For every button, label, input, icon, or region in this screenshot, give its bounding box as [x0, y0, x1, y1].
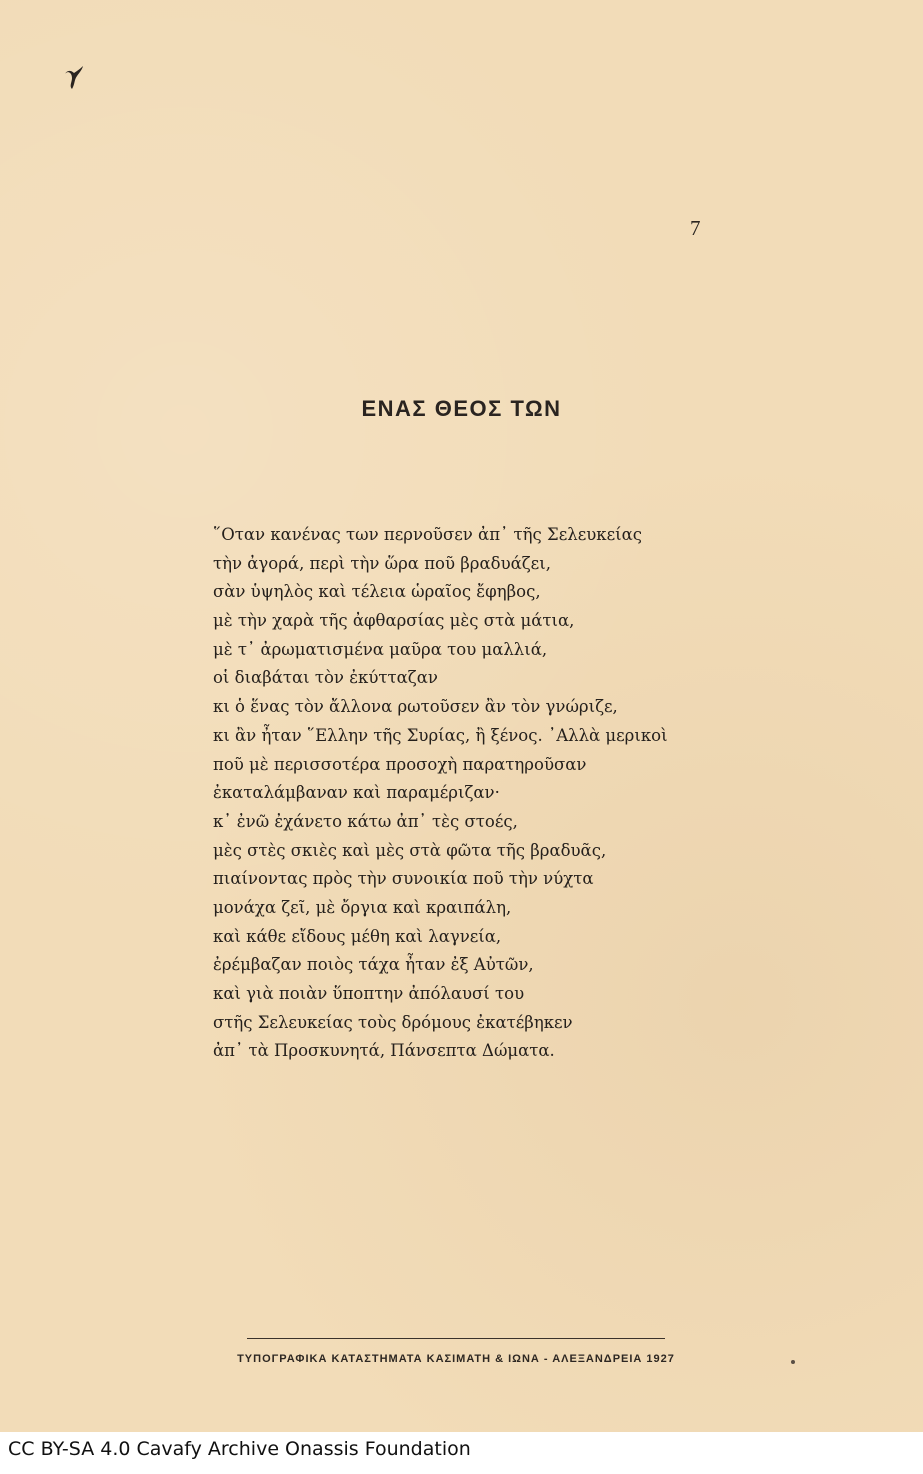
imprint-divider: [247, 1338, 665, 1339]
paper-speck: [791, 1360, 795, 1364]
poem-line: οἱ διαβάται τὸν ἐκύτταζαν: [213, 668, 438, 688]
license-credit: CC BY-SA 4.0 Cavafy Archive Onassis Foundation: [8, 1438, 471, 1460]
poem-line: κι ὁ ἕνας τὸν ἄλλονα ρωτοῦσεν ἂν τὸν γνώριζε,: [213, 697, 618, 717]
poem-line: μὲ τ᾿ ἀρωματισμένα μαῦρα του μαλλιά,: [213, 639, 548, 659]
poem-line: μονάχα ζεῖ, μὲ ὄργια καὶ κραιπάλη,: [213, 897, 512, 917]
ink-mark-icon: [62, 64, 84, 90]
poem-line: ἐκαταλάμβαναν καὶ παραμέριζαν·: [213, 783, 500, 803]
poem-line: ἀπ᾿ τὰ Προσκυνητά, Πάνσεπτα Δώματα.: [213, 1041, 555, 1061]
page-number: 7: [690, 216, 701, 240]
poem-line: ποῦ μὲ περισσοτέρα προσοχὴ παρατηροῦσαν: [213, 754, 587, 774]
poem-line: ῞Οταν κανένας των περνοῦσεν ἀπ᾿ τῆς Σελευκείας: [213, 525, 642, 544]
poem-line: σὰν ὑψηλὸς καὶ τέλεια ὡραῖος ἔφηβος,: [213, 582, 541, 602]
printer-imprint: ΤΥΠΟΓΡΑΦΙΚΑ ΚΑΤΑΣΤΗΜΑΤΑ ΚΑΣΙΜΑΤΗ & ΙΩΝΑ - ΑΛΕΞΑΝΔΡΕΙΑ 1927: [237, 1353, 675, 1365]
poem-line: κ᾿ ἐνῶ ἐχάνετο κάτω ἀπ᾿ τὲς στοές,: [213, 811, 518, 831]
poem-line: τὴν ἀγορά, περὶ τὴν ὥρα ποῦ βραδυάζει,: [213, 553, 551, 573]
poem-line: καὶ γιὰ ποιὰν ὕποπτην ἀπόλαυσί του: [213, 984, 525, 1003]
poem-line: ἐρέμβαζαν ποιὸς τάχα ἦταν ἐξ Αὐτῶν,: [213, 955, 534, 975]
poem-line: πιαίνοντας πρὸς τὴν συνοικία ποῦ τὴν νύχτα: [213, 869, 594, 889]
poem-line: κι ἂν ἦταν ῞Ελλην τῆς Συρίας, ἢ ξένος. ᾿Αλλὰ μερικοὶ: [213, 725, 668, 745]
poem-line: καὶ κάθε εἴδους μέθη καὶ λαγνεία,: [213, 926, 502, 946]
poem-line: στῆς Σελευκείας τοὺς δρόμους ἐκατέβηκεν: [213, 1012, 573, 1032]
poem-line: μὲς στὲς σκιὲς καὶ μὲς στὰ φῶτα τῆς βραδυᾶς,: [213, 840, 607, 860]
poem-title: ΕΝΑΣ ΘΕΟΣ ΤΩΝ: [361, 396, 562, 421]
poem-line: μὲ τὴν χαρὰ τῆς ἀφθαρσίας μὲς στὰ μάτια,: [213, 611, 575, 631]
poem-body: [213, 521, 733, 1066]
